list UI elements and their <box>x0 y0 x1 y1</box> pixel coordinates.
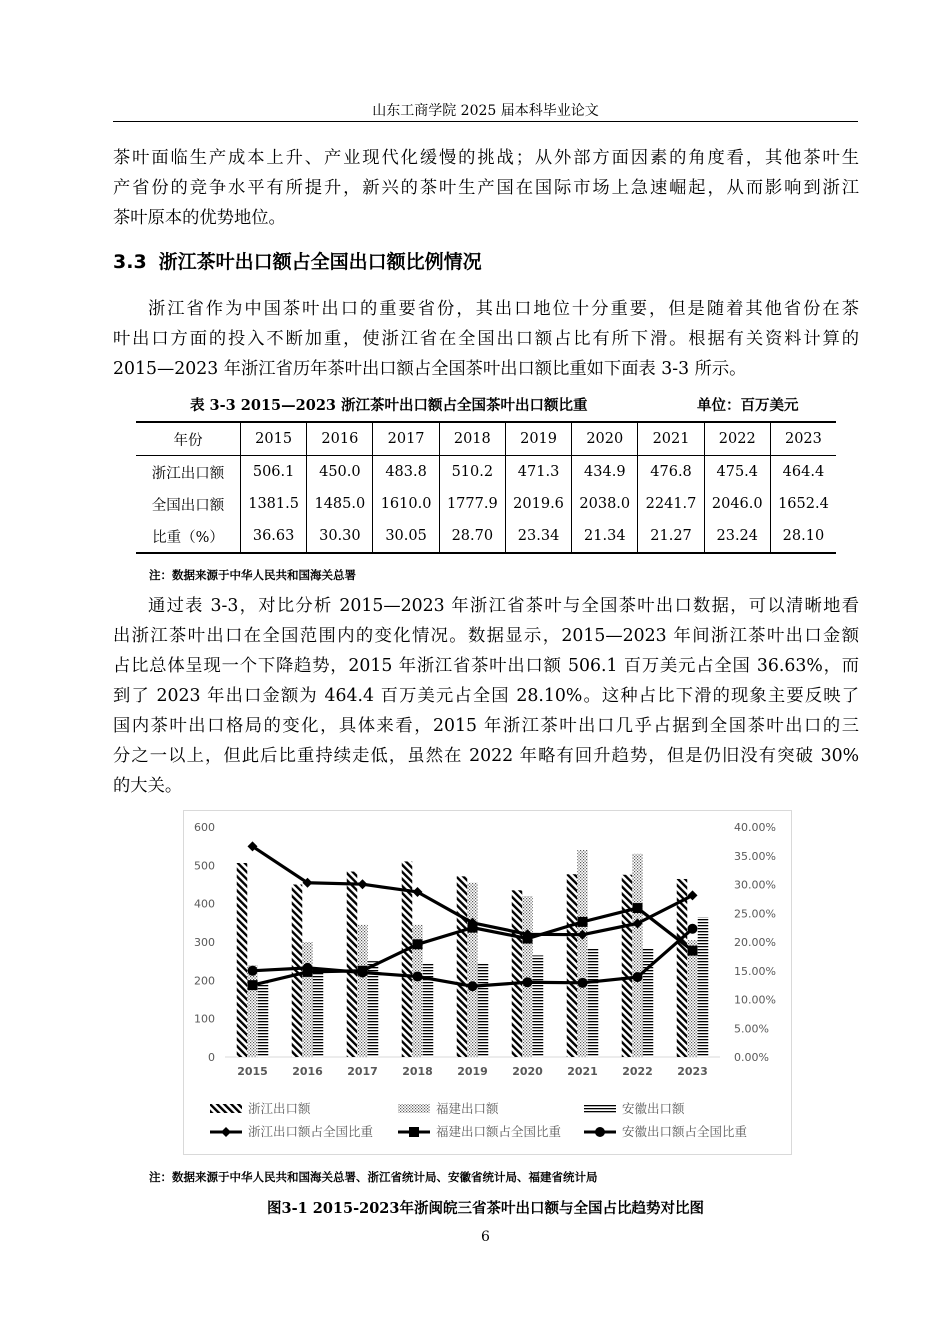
bar-dots <box>632 854 643 1057</box>
text-line: 分之一以上，但此后比重持续走低，虽然在 2022 年略有回升趋势，但是仍旧没有突破 30% <box>113 746 859 766</box>
text-line: 2015—2023 年浙江省历年茶叶出口额占全国茶叶出口额比重如下面表 3-3 所示。 <box>113 359 747 379</box>
legend-label: 安徽出口额占全国比重 <box>622 1124 748 1139</box>
table-cell: 2020 <box>572 422 638 456</box>
y-tick-label: 400 <box>194 897 215 911</box>
paragraph-1 <box>113 294 859 384</box>
y2-tick-label: 10.00% <box>734 993 776 1007</box>
table-cell: 464.4 <box>770 456 836 489</box>
x-tick-label: 2016 <box>292 1065 323 1078</box>
table-cell: 2019.6 <box>505 488 571 520</box>
bar-diag <box>347 872 358 1057</box>
y-tick-label: 300 <box>194 936 215 949</box>
text-line: 的大关。 <box>113 776 183 796</box>
bar-hlines <box>313 969 324 1057</box>
point-square <box>248 980 258 990</box>
table-cell: 21.27 <box>638 520 704 553</box>
table-cell: 506.1 <box>241 456 307 489</box>
table-cell: 28.70 <box>439 520 505 553</box>
bar-dots <box>302 942 313 1057</box>
section-number: 3.3 <box>113 251 147 273</box>
table-cell: 1485.0 <box>307 488 373 520</box>
table-cell: 23.24 <box>704 520 770 553</box>
bar-diag <box>292 885 303 1058</box>
bar-diag <box>457 876 468 1057</box>
bar-diag <box>237 863 248 1057</box>
bar-dots <box>357 925 368 1057</box>
legend-label: 福建出口额占全国比重 <box>436 1124 562 1139</box>
table-row <box>136 488 836 520</box>
table-cell: 21.34 <box>572 520 638 553</box>
table-cell: 2016 <box>307 422 373 456</box>
x-tick-label: 2020 <box>512 1065 543 1078</box>
table-row <box>136 456 836 489</box>
table-cell: 2021 <box>638 422 704 456</box>
figure-note: 注：数据来源于中华人民共和国海关总署、浙江省统计局、安徽省统计局、福建省统计局 <box>149 1170 598 1184</box>
y-tick-label: 100 <box>194 1012 215 1026</box>
point-circle <box>688 924 698 934</box>
text-line: 到了 2023 年出口金额为 464.4 百万美元占全国 28.10%。这种占比下滑的现象主要反映了 <box>113 686 859 706</box>
bar-hlines <box>368 961 379 1057</box>
table-cell: 全国出口额 <box>151 497 225 514</box>
point-diamond <box>358 879 368 889</box>
table-cell: 2017 <box>373 422 439 456</box>
table-cell: 2018 <box>439 422 505 456</box>
point-square <box>413 939 423 949</box>
point-circle <box>523 977 533 987</box>
point-square <box>409 1127 419 1137</box>
bar-dots <box>687 940 698 1057</box>
y2-tick-label: 0.00% <box>734 1051 769 1064</box>
bar-dots <box>467 883 478 1057</box>
table-cell: 比重（%） <box>136 520 241 553</box>
point-circle <box>633 972 643 982</box>
y2-tick-label: 35.00% <box>734 849 776 863</box>
y2-tick-label: 20.00% <box>734 936 776 949</box>
bar-diag <box>512 890 523 1057</box>
x-tick-label: 2022 <box>622 1065 653 1078</box>
table-cell: 30.05 <box>373 520 439 553</box>
table-cell: 476.8 <box>638 456 704 489</box>
legend-swatch-hlines <box>584 1104 616 1113</box>
export-share-table <box>136 421 836 554</box>
bar-diag <box>567 874 578 1057</box>
text-line: 占比总体呈现一个下降趋势，2015 年浙江省茶叶出口额 506.1 百万美元占全国 36.63%，而 <box>113 656 859 676</box>
text-line: 通过表 3-3，对比分析 2015—2023 年浙江省茶叶与全国茶叶出口数据，可以清晰地看 <box>148 596 859 616</box>
table-cell: 2022 <box>704 422 770 456</box>
point-circle <box>578 978 588 988</box>
table-cell: 450.0 <box>307 456 373 489</box>
point-circle <box>303 963 313 973</box>
y2-tick-label: 5.00% <box>734 1022 769 1036</box>
text-line: 浙江省作为中国茶叶出口的重要省份，其出口地位十分重要，但是随着其他省份在茶 <box>148 299 859 319</box>
bar-diag <box>622 875 633 1057</box>
table-cell: 2241.7 <box>638 488 704 520</box>
y-tick-label: 0 <box>208 1051 215 1064</box>
x-tick-label: 2018 <box>402 1065 433 1078</box>
legend-label: 浙江出口额占全国比重 <box>248 1124 374 1139</box>
table-header-row <box>136 422 836 456</box>
legend-swatch-dots <box>398 1104 430 1113</box>
x-tick-label: 2023 <box>677 1065 708 1078</box>
point-square <box>523 934 533 944</box>
legend-label: 浙江出口额 <box>248 1101 311 1116</box>
paragraph-2 <box>113 591 859 801</box>
table-note: 注：数据来源于中华人民共和国海关总署 <box>149 568 356 582</box>
legend-label: 福建出口额 <box>436 1101 499 1116</box>
bar-dots <box>247 965 258 1057</box>
text-line: 茶叶原本的优势地位。 <box>113 208 286 228</box>
text-line: 产省份的竞争水平有所提升，新兴的茶叶生产国在国际市场上急速崛起，从而影响到浙江 <box>113 178 859 198</box>
table-cell: 36.63 <box>241 520 307 553</box>
table-caption: 表 3-3 2015—2023 浙江茶叶出口额占全国茶叶出口额比重 <box>190 397 588 414</box>
table-row <box>136 520 836 553</box>
y2-tick-label: 15.00% <box>734 964 776 978</box>
export-trend-chart <box>184 811 791 1154</box>
point-diamond <box>221 1127 231 1137</box>
x-tick-label: 2021 <box>567 1065 598 1078</box>
point-square <box>633 903 643 913</box>
section-heading <box>113 247 482 274</box>
point-circle <box>358 967 368 977</box>
table-cell: 1381.5 <box>241 488 307 520</box>
bar-hlines <box>533 955 544 1057</box>
bar-dots <box>522 896 533 1057</box>
table-cell: 1777.9 <box>439 488 505 520</box>
legend-swatch-diag <box>210 1104 242 1113</box>
table-cell: 2046.0 <box>704 488 770 520</box>
table-unit: 单位：百万美元 <box>697 397 799 414</box>
table-cell: 2038.0 <box>572 488 638 520</box>
table-cell: 1610.0 <box>373 488 439 520</box>
running-header: 山东工商学院 2025 届本科毕业论文 <box>372 103 599 119</box>
y2-tick-label: 40.00% <box>734 821 776 834</box>
y-tick-label: 600 <box>194 821 215 834</box>
chart-frame <box>183 810 792 1155</box>
y2-tick-label: 25.00% <box>734 907 776 921</box>
table-cell: 2023 <box>770 422 836 456</box>
table-cell: 30.30 <box>307 520 373 553</box>
table-cell: 2019 <box>505 422 571 456</box>
bar-diag <box>677 879 688 1057</box>
header-rule <box>113 121 858 122</box>
point-circle <box>248 966 258 976</box>
x-tick-label: 2015 <box>237 1065 268 1078</box>
point-circle <box>468 981 478 991</box>
table-cell: 2015 <box>241 422 307 456</box>
bar-hlines <box>258 982 269 1057</box>
y2-tick-label: 30.00% <box>734 878 776 892</box>
figure-caption: 图3-1 2015-2023年浙闽皖三省茶叶出口额与全国占比趋势对比图 <box>267 1200 704 1217</box>
text-line: 国内茶叶出口格局的变化，具体来看，2015 年浙江茶叶出口几乎占据到全国茶叶出口的三 <box>113 716 859 736</box>
legend-label: 安徽出口额 <box>622 1101 685 1116</box>
x-tick-label: 2017 <box>347 1065 378 1078</box>
x-tick-label: 2019 <box>457 1065 488 1078</box>
table-cell: 434.9 <box>572 456 638 489</box>
point-square <box>688 946 698 956</box>
bar-hlines <box>588 948 599 1057</box>
y-tick-label: 500 <box>194 859 215 873</box>
table-cell: 471.3 <box>505 456 571 489</box>
point-square <box>468 923 478 933</box>
y-tick-label: 200 <box>194 974 215 988</box>
table-cell: 年份 <box>136 422 241 456</box>
section-title: 浙江茶叶出口额占全国出口额比例情况 <box>158 251 482 273</box>
table-cell: 1652.4 <box>770 488 836 520</box>
point-circle <box>413 972 423 982</box>
point-square <box>578 917 588 927</box>
bar-hlines <box>698 917 709 1057</box>
page-number: 6 <box>481 1229 490 1245</box>
text-line: 茶叶面临生产成本上升、产业现代化缓慢的挑战；从外部方面因素的角度看，其他茶叶生 <box>113 148 859 168</box>
table-cell: 28.10 <box>770 520 836 553</box>
text-line: 出浙江茶叶出口在全国范围内的变化情况。数据显示，2015—2023 年间浙江茶叶出口金额 <box>113 626 859 646</box>
table-cell: 483.8 <box>373 456 439 489</box>
table-cell: 浙江出口额 <box>151 465 225 482</box>
point-circle <box>595 1127 605 1137</box>
table-cell: 510.2 <box>439 456 505 489</box>
table-cell: 23.34 <box>505 520 571 553</box>
text-line: 叶出口方面的投入不断加重，使浙江省在全国出口额占比有所下滑。根据有关资料计算的 <box>113 329 859 349</box>
intro-paragraph <box>113 143 859 233</box>
bar-hlines <box>478 963 489 1057</box>
bar-dots <box>577 850 588 1057</box>
table-cell: 475.4 <box>704 456 770 489</box>
